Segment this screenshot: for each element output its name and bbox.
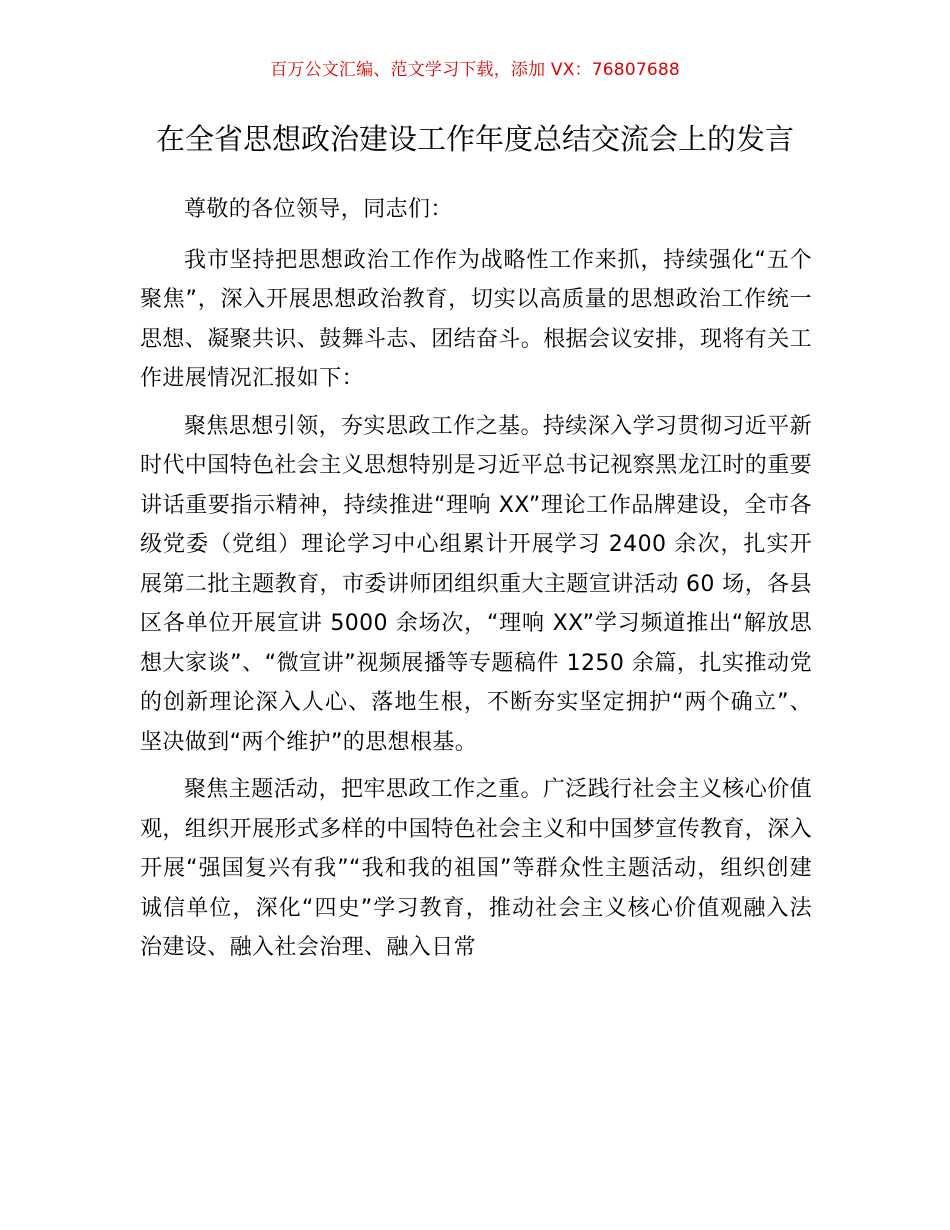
paragraph-intro: 我市坚持把思想政治工作作为战略性工作来抓，持续强化“五个聚焦”，深入开展思想政治教育，切实以高质量的思想政治工作统一思想、凝聚共识、鼓舞斗志、团结奋斗。根据会议安排，现将有关工作进展情况汇报如下： — [140, 247, 813, 391]
paragraph-theme-activities: 聚焦主题活动，把牢思政工作之重。广泛践行社会主义核心价值观，组织开展形式多样的中国特色社会主义和中国梦宣传教育，深入开展“强国复兴有我”“我和我的祖国”等群众性主题活动，组织创建诚信单位，深化“四史”学习教育，推动社会主义核心价值观融入法治建设、融入社会治理、融入日常 — [140, 777, 813, 960]
document-body — [140, 190, 812, 976]
salutation: 尊敬的各位领导，同志们： — [184, 197, 453, 222]
document-title: 在全省思想政治建设工作年度总结交流会上的发言 — [155, 122, 794, 156]
watermark-header: 百万公文汇编、范文学习下载，添加 VX：76807688 — [270, 60, 680, 80]
paragraph-thought-guidance: 聚焦思想引领，夯实思政工作之基。持续深入学习贯彻习近平新时代中国特色社会主义思想特别是习近平总书记视察黑龙江时的重要讲话重要指示精神，持续推进“理响 XX”理论工作品牌建设，全市各级党委（党组）理论学习中心组累计开展学习 2400 余次，扎实开展第二批主题教育，市委讲师团组织重大主题宣讲活动 60 场，各县区各单位开展宣讲 5000 余场次，“理响 XX”学习频道推出“解放思想大家谈”、“微宣讲”视频展播等专题稿件 1250 余篇，扎实推动党的创新理论深入人心、落地生根，不断夯实坚定拥护“两个确立”、坚决做到“两个维护”的思想根基。 — [140, 413, 813, 755]
